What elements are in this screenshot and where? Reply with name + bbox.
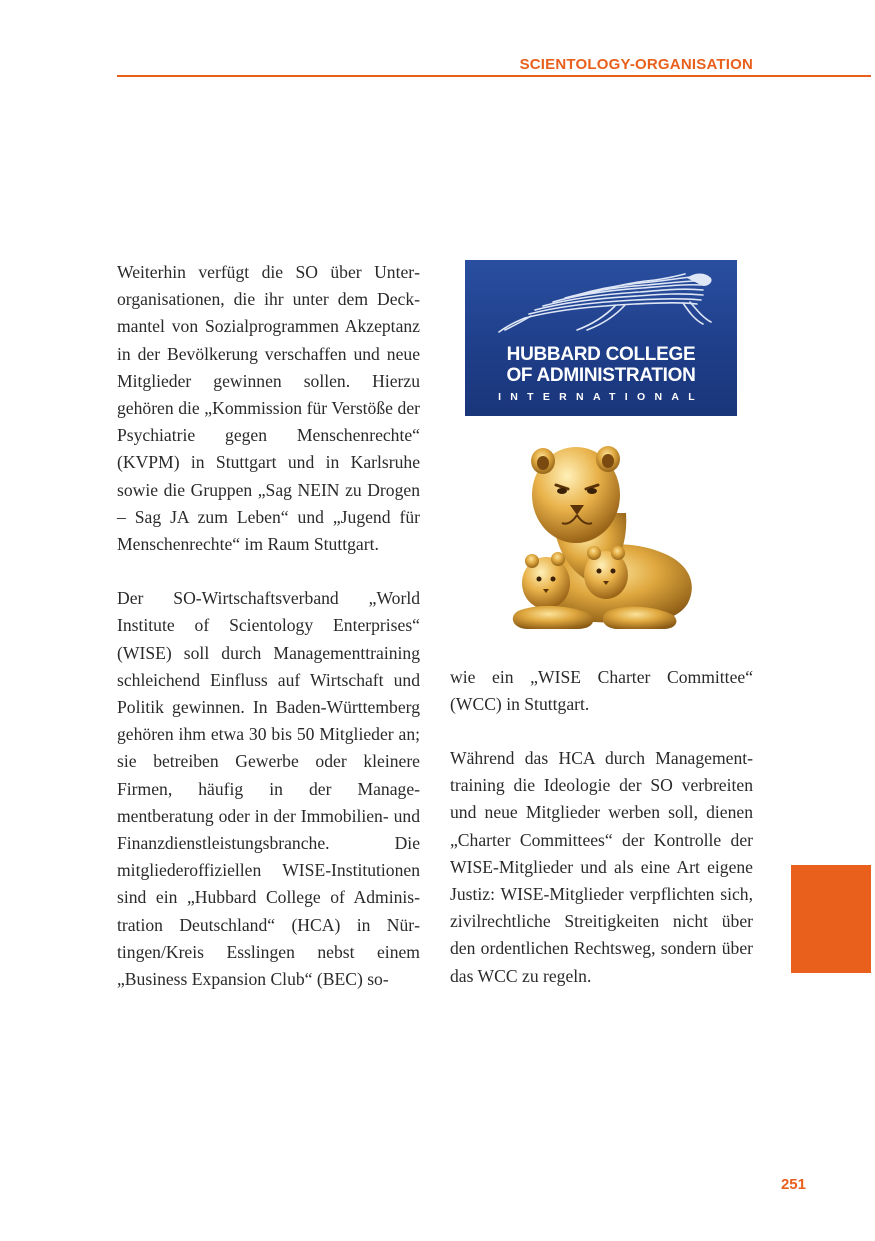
paragraph-suborganisations: Weiterhin verfügt die SO über Unterorganisationen, die ihr unter dem Deckmantel von Sozialprogrammen Akzeptanz in der Bevölkerung verschaffen und neue Mitglieder gewinnen sollen. Hierzu gehören die „Kommission für Verstöße der Psychiatrie gegen Menschenrechte“ (KVPM) in Stuttgart und in Karlsruhe sowie die Gruppen „Sag NEIN zu Drogen – Sag JA zum Leben“ und „Jugend für Menschenrechte“ im Raum Stuttgart. xyxy=(117,262,420,555)
header-rule xyxy=(117,75,871,77)
paragraph-wise: Der SO-Wirtschaftsverband „World Institute of Scientology Enterprises“ (WISE) soll durch Managementtraining schleichend Einfluss auf Wirtschaft und Politik gewinnen. In Baden-Württemberg gehören ihm etwa 30 bis 50 Mitglieder an; sie betreiben Gewerbe oder kleinere Firmen, häufig in der Managementberatung oder in der Immobilien- und Finanzdienstleistungsbranche. Die mitgliederoffiziellen WISE-Institutionen sind ein „Hubbard College of Administration Deutschland“ (HCA) in Nürtingen/Kreis Esslingen nebst einem „Business Expansion Club“ (BEC) so- xyxy=(117,588,420,990)
hca-logo xyxy=(465,260,737,416)
right-column xyxy=(450,745,753,1017)
logo-line-2: OF ADMINISTRATION xyxy=(506,365,696,386)
golden-lioness-with-cubs-icon xyxy=(498,443,698,633)
chapter-tab-marker xyxy=(791,865,871,973)
right-column-continuation: wie ein „WISE Charter Committee“ (WCC) in Stuttgart. xyxy=(450,667,753,715)
leaping-panther-icon xyxy=(465,260,737,344)
logo-line-1: HUBBARD COLLEGE xyxy=(506,344,696,365)
logo-line-3: INTERNATIONAL xyxy=(498,391,704,403)
lioness-figure xyxy=(498,443,698,633)
paragraph-charter-committees: Während das HCA durch Managementtraining die Ideologie der SO verbreiten und neue Mitglieder werben soll, dienen „Charter Committees“ der Kontrolle der WISE-Mitglieder und als eine Art eigene Justiz: WISE-Mitglieder verpflichten sich, zivilrechtliche Streitigkeiten nicht über den ordentlichen Rechtsweg, sondern über das WCC zu regeln. xyxy=(450,748,753,986)
left-column xyxy=(117,259,420,1020)
running-head: SCIENTOLOGY-ORGANISATION xyxy=(519,56,753,73)
page-number: 251 xyxy=(780,1176,806,1193)
